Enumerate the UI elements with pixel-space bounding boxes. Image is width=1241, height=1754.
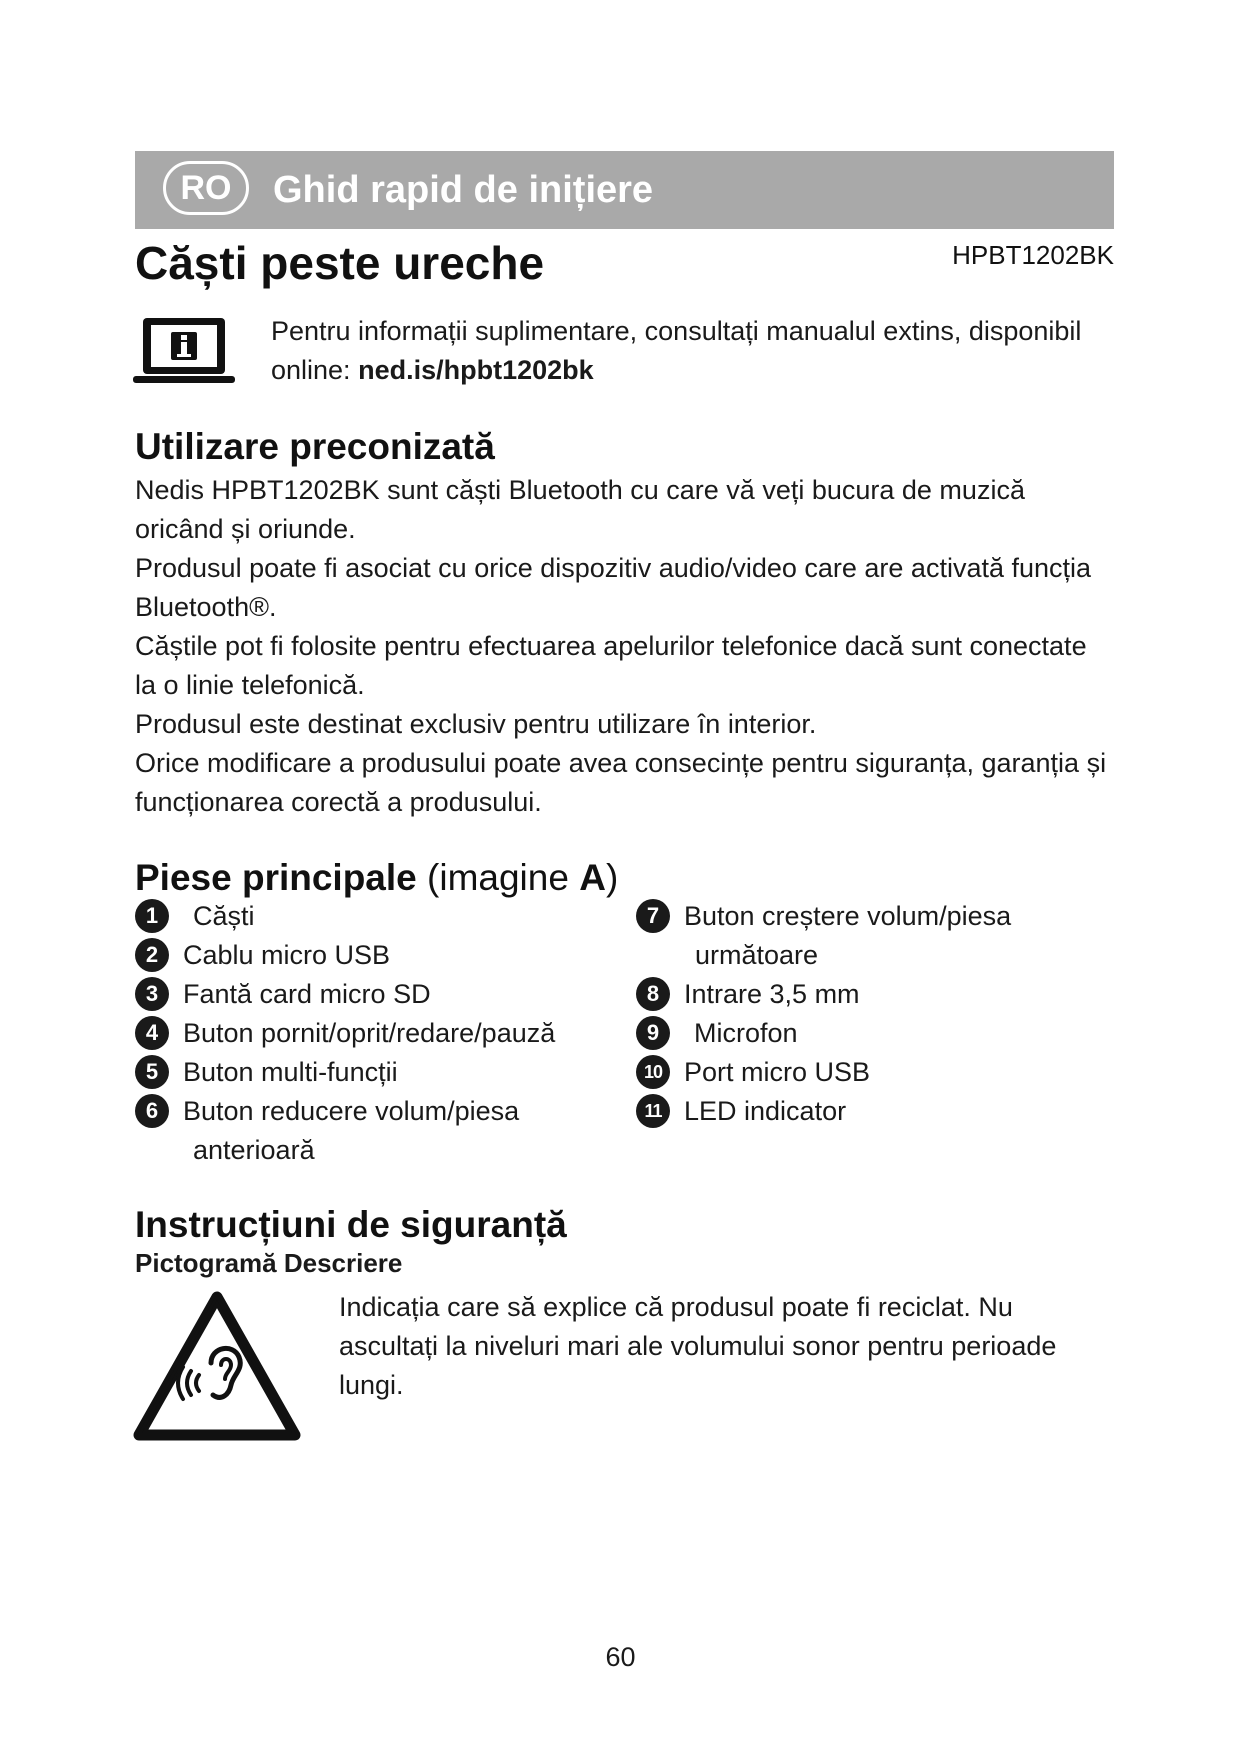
- hearing-warning-text: Indicația care să explice că produsul poate fi reciclat. Nu ascultați la niveluri mari ale volumului sonor pentru perioade lungi.: [339, 1292, 1057, 1400]
- list-item: 7 Buton creștere volum/piesa: [636, 897, 1106, 936]
- hearing-warning-icon: [133, 1291, 301, 1443]
- parts-list-left: [135, 897, 605, 1170]
- part-number-badge: 3: [135, 977, 169, 1011]
- list-item: 11 LED indicator: [636, 1092, 1106, 1131]
- intended-use-paragraph: Produsul este destinat exclusiv pentru utilizare în interior.: [135, 709, 817, 739]
- list-item: 8 Intrare 3,5 mm: [636, 975, 1106, 1014]
- intended-use-body: [135, 471, 1115, 822]
- intended-use-paragraph: Nedis HPBT1202BK sunt căști Bluetooth cu care vă veți bucura de muzică oricând și oriunde.: [135, 475, 1025, 544]
- part-number-badge: 2: [135, 938, 169, 972]
- intended-use-paragraph: Orice modificare a produsului poate avea consecințe pentru siguranța, garanția și funcționarea corectă a produsului.: [135, 748, 1107, 817]
- document-title: Căști peste ureche: [135, 237, 545, 289]
- main-parts-heading: Piese principale (imagine A): [135, 857, 619, 898]
- intended-use-paragraph: Căștile pot fi folosite pentru efectuarea apelurilor telefonice dacă sunt conectate la o linie telefonică.: [135, 631, 1087, 700]
- part-number-badge: 1: [135, 899, 169, 933]
- list-item: 6 Buton reducere volum/piesa: [135, 1092, 605, 1131]
- part-number-badge: 10: [636, 1055, 670, 1089]
- parts-list-right: [636, 897, 1106, 1131]
- intended-use-paragraph: Produsul poate fi asociat cu orice dispozitiv audio/video care are activată funcția Bluetooth®.: [135, 553, 1092, 622]
- part-number-badge: 7: [636, 899, 670, 933]
- part-number-badge: 11: [636, 1094, 670, 1128]
- list-item-continuation: următoare: [695, 940, 819, 970]
- page-number: 60: [605, 1642, 636, 1672]
- list-item: 5 Buton multi-funcții: [135, 1053, 605, 1092]
- laptop-info-icon: [133, 316, 235, 386]
- language-header-bar: [135, 151, 1114, 229]
- info-description: Pentru informații suplimentare, consultați manualul extins, disponibil online:: [271, 316, 1082, 385]
- language-badge: RO: [163, 161, 249, 215]
- part-number-badge: 8: [636, 977, 670, 1011]
- part-number-badge: 4: [135, 1016, 169, 1050]
- part-number-badge: 5: [135, 1055, 169, 1089]
- intended-use-heading: Utilizare preconizată: [135, 426, 495, 467]
- list-item: 9 Microfon: [636, 1014, 1106, 1053]
- list-item: 1 Căști: [135, 897, 605, 936]
- info-text: [271, 312, 1121, 390]
- part-number-badge: 9: [636, 1016, 670, 1050]
- guide-title: Ghid rapid de inițiere: [273, 169, 654, 211]
- safety-heading: Instrucțiuni de siguranță: [135, 1204, 567, 1245]
- list-item-continuation: anterioară: [193, 1135, 315, 1165]
- list-item: 3 Fantă card micro SD: [135, 975, 605, 1014]
- list-item: 2 Cablu micro USB: [135, 936, 605, 975]
- info-link[interactable]: ned.is/hpbt1202bk: [358, 355, 594, 385]
- part-number-badge: 6: [135, 1094, 169, 1128]
- safety-subheading: Pictogramă Descriere: [135, 1248, 403, 1278]
- model-number: HPBT1202BK: [952, 240, 1114, 270]
- list-item: 10 Port micro USB: [636, 1053, 1106, 1092]
- list-item: 4 Buton pornit/oprit/redare/pauză: [135, 1014, 605, 1053]
